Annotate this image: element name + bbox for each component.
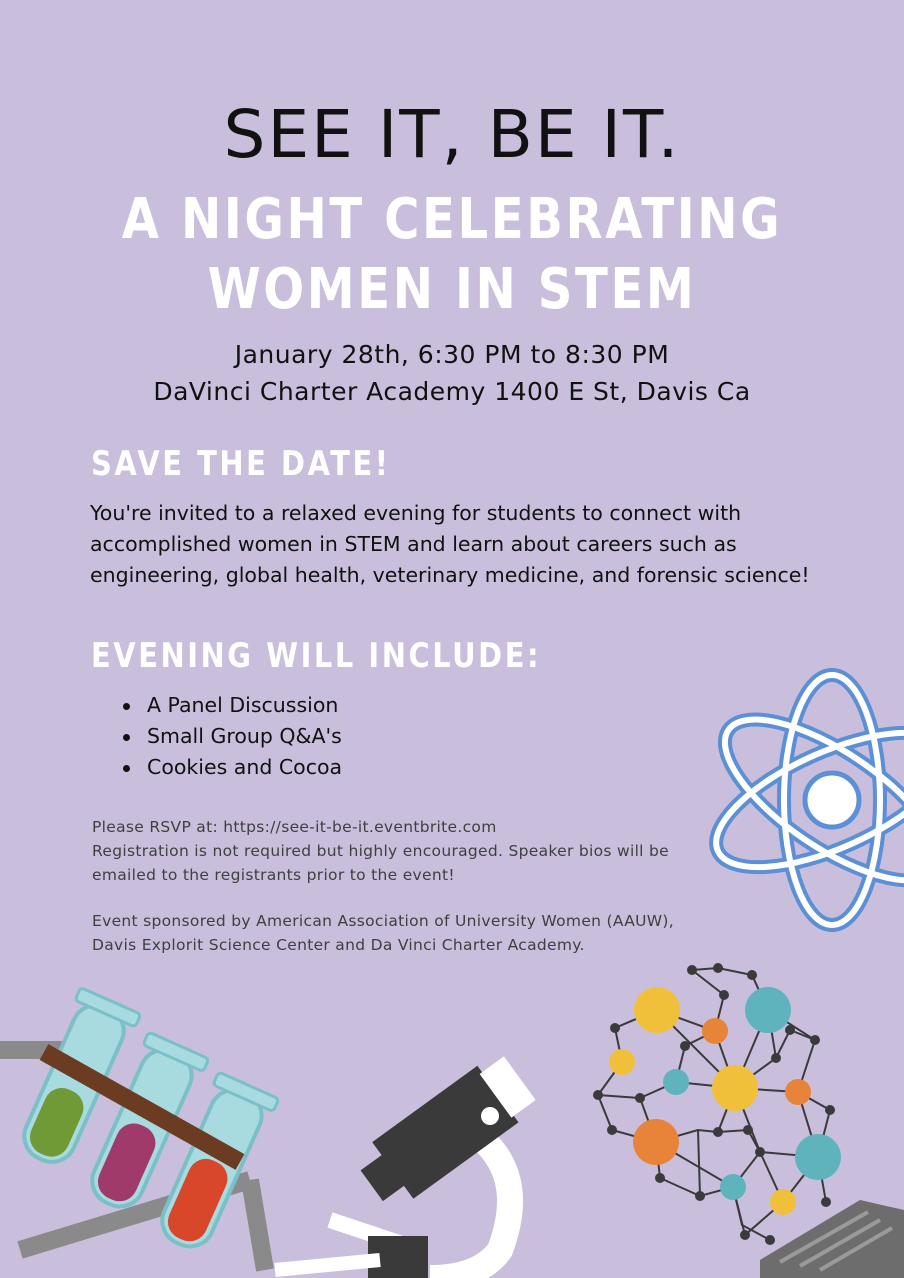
atom-icon	[698, 675, 904, 925]
save-the-date-heading: SAVE THE DATE!	[91, 444, 391, 484]
invitation-text: You're invited to a relaxed evening for students to connect with accomplished women in STEM and learn about careers such as engineering, global health, veterinary medicine, and forensic science!	[90, 501, 810, 587]
list-item: A Panel Discussion	[120, 690, 342, 721]
sponsor-text: Event sponsored by American Association of University Women (AAUW), Davis Explorit Science Center and Da Vinci Charter Academy.	[92, 912, 674, 954]
event-date-time: January 28th, 6:30 PM to 8:30 PM	[234, 340, 670, 369]
registration-note: Registration is not required but highly encouraged. Speaker bios will be emailed to the registrants prior to the event!	[92, 842, 669, 884]
evening-items-list	[120, 690, 342, 783]
microscope-icon	[275, 1050, 540, 1278]
list-item: Cookies and Cocoa	[120, 752, 342, 783]
rsvp-info	[92, 815, 712, 887]
test-tubes-icon	[0, 987, 279, 1270]
event-subtitle-line1: A NIGHT CELEBRATING	[121, 187, 783, 252]
event-location: DaVinci Charter Academy 1400 E St, Davis Ca	[153, 377, 751, 406]
evening-includes-heading: EVENING WILL INCLUDE:	[91, 636, 542, 676]
event-subtitle-line2: WOMEN IN STEM	[207, 257, 697, 322]
rsvp-link-text: Please RSVP at: https://see-it-be-it.eventbrite.com	[92, 818, 497, 836]
list-item: Small Group Q&A's	[120, 721, 342, 752]
event-title: SEE IT, BE IT.	[223, 96, 681, 173]
molecule-network-icon	[593, 963, 841, 1245]
